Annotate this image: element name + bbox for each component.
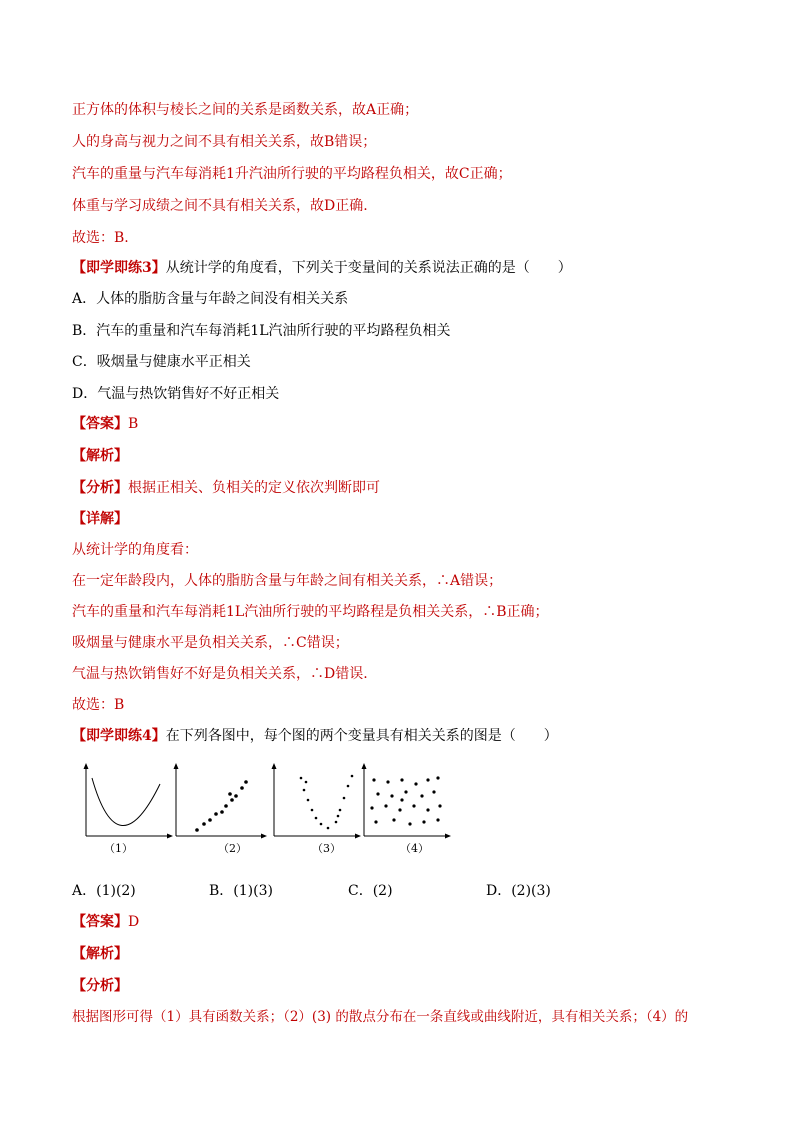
graph-2-label: （2） — [218, 842, 247, 855]
q4-options — [72, 880, 632, 900]
q4-option-b: B．(1)(3) — [209, 883, 273, 899]
graph-4-random-scatter — [362, 763, 452, 855]
question-4-stem — [72, 727, 558, 745]
question-3-text: 从统计学的角度看，下列关于变量间的关系说法正确的是（ ） — [165, 260, 572, 276]
line-cube: 正方体的体积与棱长之间的关系是函数关系，故A正确； — [72, 102, 419, 118]
q3-option-b: B．汽车的重量和汽车每消耗1L汽油所行驶的平均路程负相关 — [72, 323, 451, 339]
fenxi-3 — [72, 479, 380, 497]
scatter-graphs-figure — [76, 760, 456, 860]
question-3-tag: 【即学即练3】 — [72, 260, 166, 276]
question-4-text: 在下列各图中，每个图的两个变量具有相关关系的图是（ ） — [165, 728, 558, 744]
question-3-stem — [72, 259, 572, 277]
fenxi-3-tag: 【分析】 — [72, 480, 128, 496]
answer-3-tag: 【答案】 — [72, 416, 128, 432]
detail-line-4: 吸烟量与健康水平是负相关关系，∴C错误； — [72, 635, 349, 651]
graph-1-label: （1） — [104, 842, 133, 855]
fenxi-3-text: 根据正相关、负相关的定义依次判断即可 — [128, 480, 380, 496]
fenxi-4-text: 根据图形可得（1）具有函数关系；（2）(3) 的散点分布在一条直线或曲线附近，具有相关关系；（4）的 — [72, 1009, 689, 1025]
graph-4-label: （4） — [400, 842, 429, 855]
q4-option-d: D．(2)(3) — [486, 883, 551, 899]
graph-1-parabola — [84, 763, 174, 855]
detail-line-5: 气温与热饮销售好不好是负相关关系，∴D错误. — [72, 666, 368, 682]
graph-2-linear-scatter — [174, 763, 268, 855]
answer-4 — [72, 913, 139, 931]
q4-option-a: A．(1)(2) — [72, 883, 136, 899]
analysis-4-tag: 【解析】 — [72, 946, 128, 962]
detail-choose: 故选：B — [72, 697, 125, 713]
line-weight-grades: 体重与学习成绩之间不具有相关关系，故D正确. — [72, 198, 368, 214]
graph-3-label: （3） — [312, 842, 341, 855]
detail-line-1: 从统计学的角度看： — [72, 542, 198, 558]
analysis-3-tag: 【解析】 — [72, 448, 128, 464]
q3-option-d: D．气温与热饮销售好不好正相关 — [72, 386, 280, 402]
answer-3-value: B — [128, 416, 139, 432]
answer-3 — [72, 415, 138, 433]
line-car-weight: 汽车的重量与汽车每消耗1升汽油所行驶的平均路程负相关，故C正确； — [72, 166, 512, 182]
q3-option-a: A．人体的脂肪含量与年龄之间没有相关关系 — [72, 291, 349, 307]
line-height-vision: 人的身高与视力之间不具有相关关系，故B错误； — [72, 134, 377, 150]
answer-4-value: D — [128, 914, 140, 930]
answer-4-tag: 【答案】 — [72, 914, 128, 930]
detail-3-tag: 【详解】 — [72, 511, 128, 527]
detail-line-3: 汽车的重量和汽车每消耗1L汽油所行驶的平均路程是负相关关系，∴B正确； — [72, 604, 549, 620]
question-4-tag: 【即学即练4】 — [72, 728, 166, 744]
graph-3-curve-scatter — [272, 763, 362, 855]
q3-option-c: C．吸烟量与健康水平正相关 — [72, 354, 251, 370]
fenxi-4-tag: 【分析】 — [72, 978, 128, 994]
detail-line-2: 在一定年龄段内，人体的脂肪含量与年龄之间有相关关系，∴A错误； — [72, 573, 503, 589]
line-choose-b: 故选：B. — [72, 230, 129, 246]
q4-option-c: C．(2) — [348, 883, 393, 899]
